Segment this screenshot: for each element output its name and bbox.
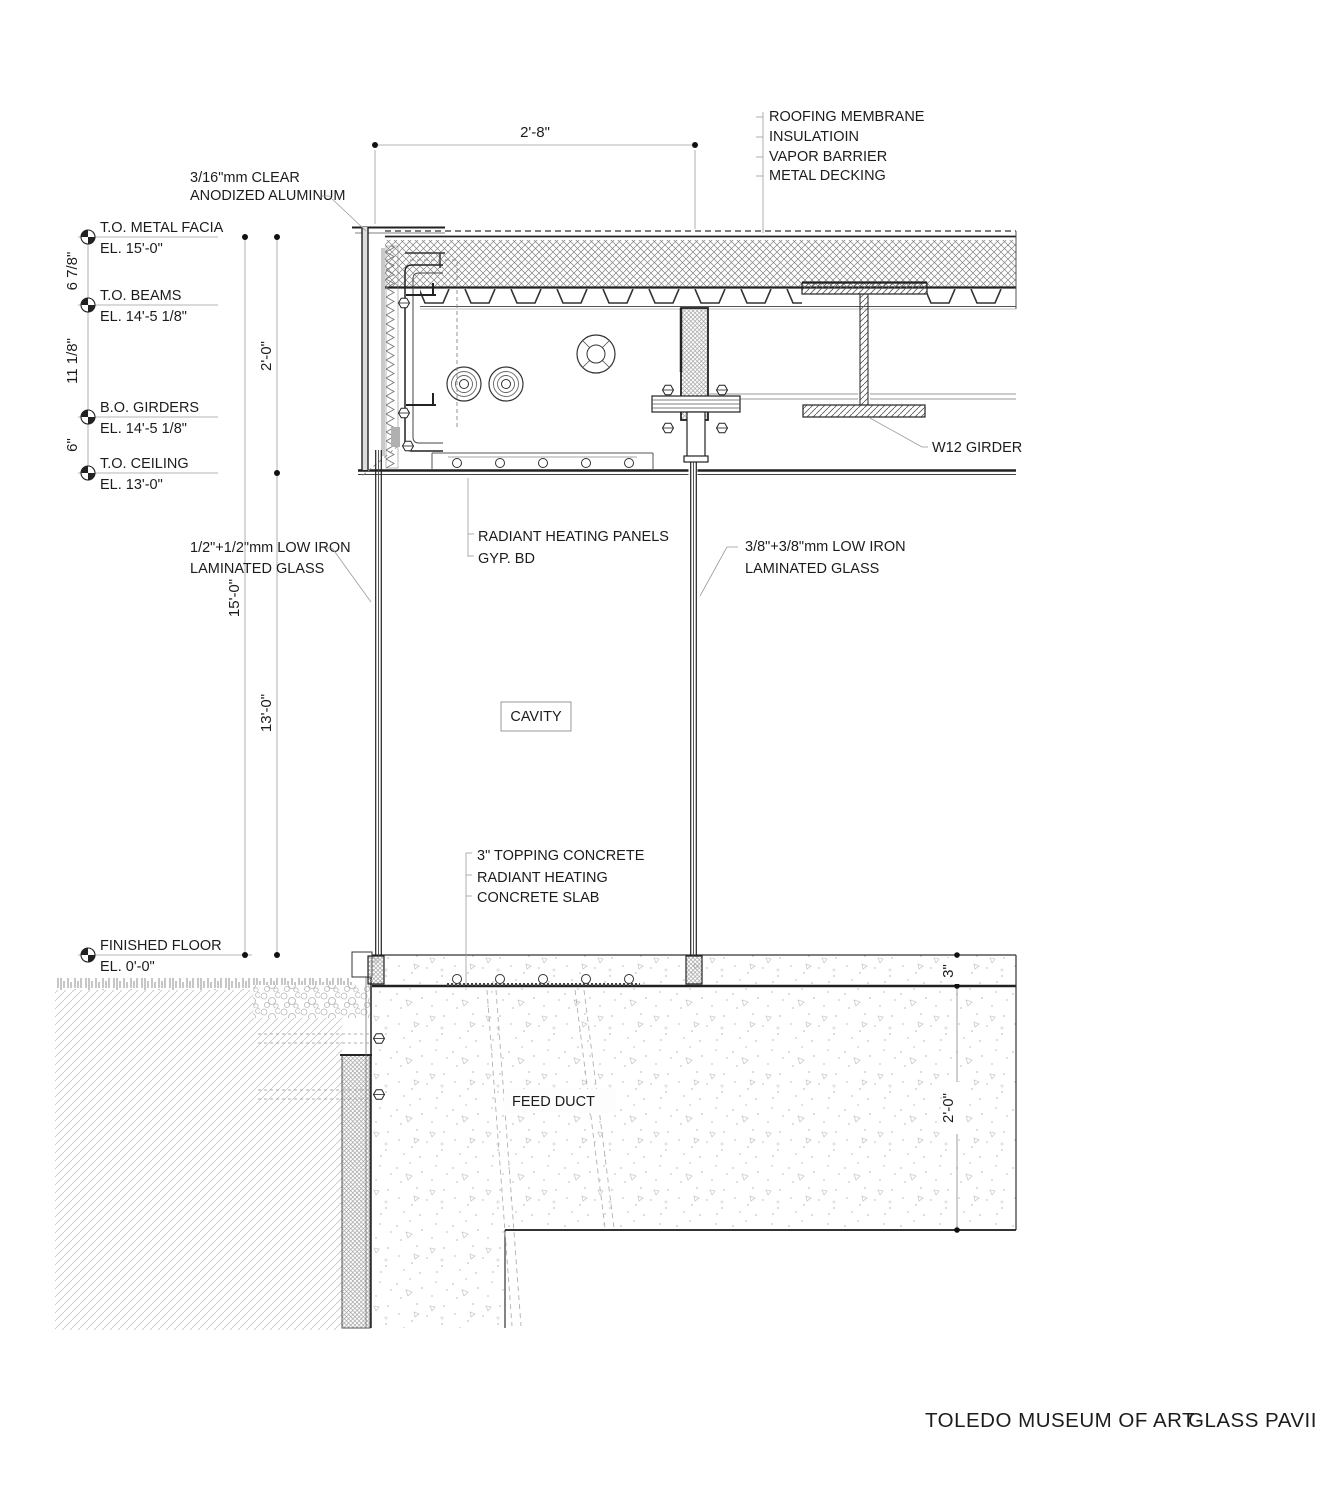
connection-bolt — [663, 385, 674, 395]
concrete-slab — [372, 986, 1016, 1328]
dim-roof-depth: 2'-0" — [258, 341, 275, 371]
label-insulation: INSULATIOIN — [769, 129, 859, 145]
glass-shoe-left — [368, 956, 384, 984]
elev-finished-floor — [78, 938, 252, 975]
dim-facia-beams: 6 7/8" — [64, 251, 81, 291]
elev-name: FINISHED FLOOR — [100, 938, 222, 954]
label-gyp-bd: GYP. BD — [478, 551, 535, 567]
duct-section — [577, 335, 615, 373]
dim-slab-depth: 2'-0" — [940, 1093, 957, 1123]
dim-wall-height: 15'-0" — [226, 578, 243, 618]
mullion-bolt — [399, 408, 410, 418]
elev-name: T.O. BEAMS — [100, 288, 182, 304]
plenum-components — [432, 308, 740, 469]
laminated-glass-fin-right — [689, 462, 698, 956]
vertical-dimensions — [226, 234, 280, 958]
fin-head-cap — [684, 456, 708, 462]
label-w12-girder: W12 GIRDER — [932, 440, 1023, 456]
elev-value: EL. 0'-0" — [100, 959, 155, 975]
girder-bottom-flange — [803, 405, 925, 417]
label-radiant-heating: RADIANT HEATING — [477, 870, 608, 886]
label-aluminum-2: ANODIZED ALUMINUM — [190, 188, 346, 204]
dim-topping: 3" — [940, 964, 957, 978]
radiant-heating-panel — [432, 453, 653, 469]
title-block — [925, 1409, 1317, 1432]
laminated-glass-left — [376, 450, 382, 956]
roof-insulation-hatch — [385, 240, 1016, 287]
elev-name: T.O. METAL FACIA — [100, 220, 224, 236]
elev-value: EL. 14'-5 1/8" — [100, 309, 187, 325]
dim-beams-girders: 11 1/8" — [64, 338, 81, 384]
anchor-bolt — [374, 1090, 385, 1100]
elev-name: T.O. CEILING — [100, 456, 189, 472]
elev-bo-girders — [78, 400, 218, 437]
radiant-panel-callout — [468, 478, 669, 567]
dim-roof-width: 2'-8" — [520, 124, 550, 141]
girder-web — [860, 294, 868, 405]
pipe-sections — [447, 367, 523, 401]
label-metal-decking: METAL DECKING — [769, 168, 886, 184]
label-radiant-panels: RADIANT HEATING PANELS — [478, 529, 669, 545]
dim-ceiling-height: 13'-0" — [258, 693, 275, 733]
label-glass-right-1: 3/8"+3/8"mm LOW IRON — [745, 539, 906, 555]
elev-name: B.O. GIRDERS — [100, 400, 200, 416]
foundation — [258, 952, 1016, 1328]
ceiling — [358, 471, 1016, 475]
feed-duct-callout — [504, 1089, 616, 1113]
project-title: TOLEDO MUSEUM OF ART — [925, 1409, 1196, 1432]
connection-bolt — [717, 423, 728, 433]
label-glass-left-2: LAMINATED GLASS — [190, 561, 325, 577]
earth-hatch — [55, 990, 342, 1330]
metal-deck-flutes — [420, 289, 802, 305]
label-glass-right-2: LAMINATED GLASS — [745, 561, 880, 577]
roof-layer-callout — [756, 109, 925, 233]
elev-to-ceiling — [78, 456, 218, 493]
mullion-bolt — [403, 441, 414, 451]
glass-shoe-right — [686, 956, 702, 984]
cavity-tag — [501, 702, 571, 731]
metal-deck-flutes — [927, 289, 1016, 305]
glass-left-callout — [190, 540, 371, 602]
dimension-2-8 — [372, 124, 698, 229]
label-topping-concrete: 3" TOPPING CONCRETE — [477, 848, 645, 864]
glass-right-callout — [700, 539, 906, 596]
w12-callout — [870, 418, 1022, 456]
elev-to-beams — [78, 288, 218, 325]
mullion-bolt — [399, 298, 410, 308]
elev-value: EL. 15'-0" — [100, 241, 163, 257]
sheet-title: GLASS PAVII — [1188, 1409, 1317, 1432]
connection-bolt — [717, 385, 728, 395]
label-feed-duct: FEED DUCT — [512, 1094, 595, 1110]
connection-bolt — [663, 423, 674, 433]
fin-hanger-stem — [687, 412, 705, 458]
gravel-hatch — [253, 985, 370, 1018]
label-aluminum-1: 3/16"mm CLEAR — [190, 170, 300, 186]
label-cavity: CAVITY — [510, 709, 562, 725]
girder-top-flange — [802, 283, 927, 294]
dim-girders-ceiling: 6" — [64, 438, 81, 452]
label-vapor-barrier: VAPOR BARRIER — [769, 149, 888, 165]
anchor-bolt — [374, 1034, 385, 1044]
elev-to-metal-facia — [78, 220, 224, 257]
site-earth — [55, 978, 370, 1330]
elev-value: EL. 14'-5 1/8" — [100, 421, 187, 437]
elev-value: EL. 13'-0" — [100, 477, 163, 493]
roof-assembly — [385, 231, 1016, 309]
elevation-markers — [64, 220, 252, 975]
label-glass-left-1: 1/2"+1/2"mm LOW IRON — [190, 540, 351, 556]
label-concrete-slab: CONCRETE SLAB — [477, 890, 600, 906]
label-roofing-membrane: ROOFING MEMBRANE — [769, 109, 925, 125]
